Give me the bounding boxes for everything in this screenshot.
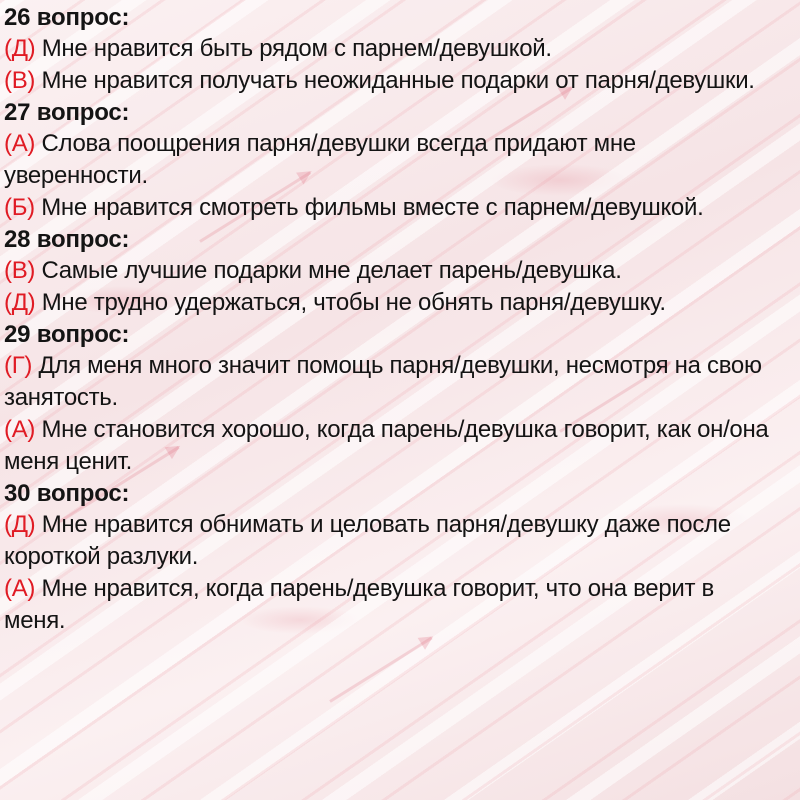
background-arrow-decoration — [329, 637, 432, 703]
question-title: 30 вопрос: — [4, 480, 130, 507]
answer-text: Мне нравится быть рядом с парнем/девушкой. — [35, 35, 552, 62]
answer-text: Мне трудно удержаться, чтобы не обнять парня/девушку. — [35, 289, 666, 316]
question-title: 26 вопрос: — [4, 4, 130, 31]
answer-option — [4, 33, 780, 65]
question-block — [4, 2, 780, 97]
answer-option — [4, 287, 780, 319]
answer-letter: (Д) — [4, 289, 36, 316]
answer-text: Для меня много значит помощь парня/девушки, несмотря на свою занятость. — [4, 352, 762, 411]
answer-letter: (В) — [4, 67, 36, 94]
question-title: 27 вопрос: — [4, 99, 130, 126]
quiz-page — [4, 2, 780, 637]
answer-option — [4, 414, 780, 478]
answer-option — [4, 255, 780, 287]
answer-option — [4, 128, 780, 192]
answer-text: Самые лучшие подарки мне делает парень/девушка. — [35, 257, 622, 284]
answer-text: Мне нравится получать неожиданные подарки от парня/девушки. — [35, 67, 755, 94]
answer-option — [4, 65, 780, 97]
question-title: 29 вопрос: — [4, 321, 130, 348]
answer-text: Мне становится хорошо, когда парень/девушка говорит, как он/она меня ценит. — [4, 416, 769, 475]
question-title: 28 вопрос: — [4, 226, 130, 253]
answer-option — [4, 509, 780, 573]
answer-option — [4, 192, 780, 224]
answer-letter: (А) — [4, 130, 36, 157]
answer-letter: (Г) — [4, 352, 33, 379]
question-block — [4, 478, 780, 637]
answer-letter: (Д) — [4, 511, 36, 538]
answer-text: Мне нравится обнимать и целовать парня/девушку даже после короткой разлуки. — [4, 511, 731, 570]
answer-text: Мне нравится смотреть фильмы вместе с парнем/девушкой. — [34, 194, 704, 221]
answer-letter: (Б) — [4, 194, 35, 221]
question-block — [4, 97, 780, 224]
answer-letter: (А) — [4, 416, 36, 443]
answer-text: Мне нравится, когда парень/девушка говорит, что она верит в меня. — [4, 575, 715, 634]
answer-letter: (Д) — [4, 35, 36, 62]
question-block — [4, 224, 780, 319]
answer-letter: (А) — [4, 575, 36, 602]
answer-option — [4, 350, 780, 414]
answer-text: Слова поощрения парня/девушки всегда придают мне уверенности. — [4, 130, 636, 189]
answer-option — [4, 573, 780, 637]
question-block — [4, 319, 780, 478]
answer-letter: (В) — [4, 257, 36, 284]
